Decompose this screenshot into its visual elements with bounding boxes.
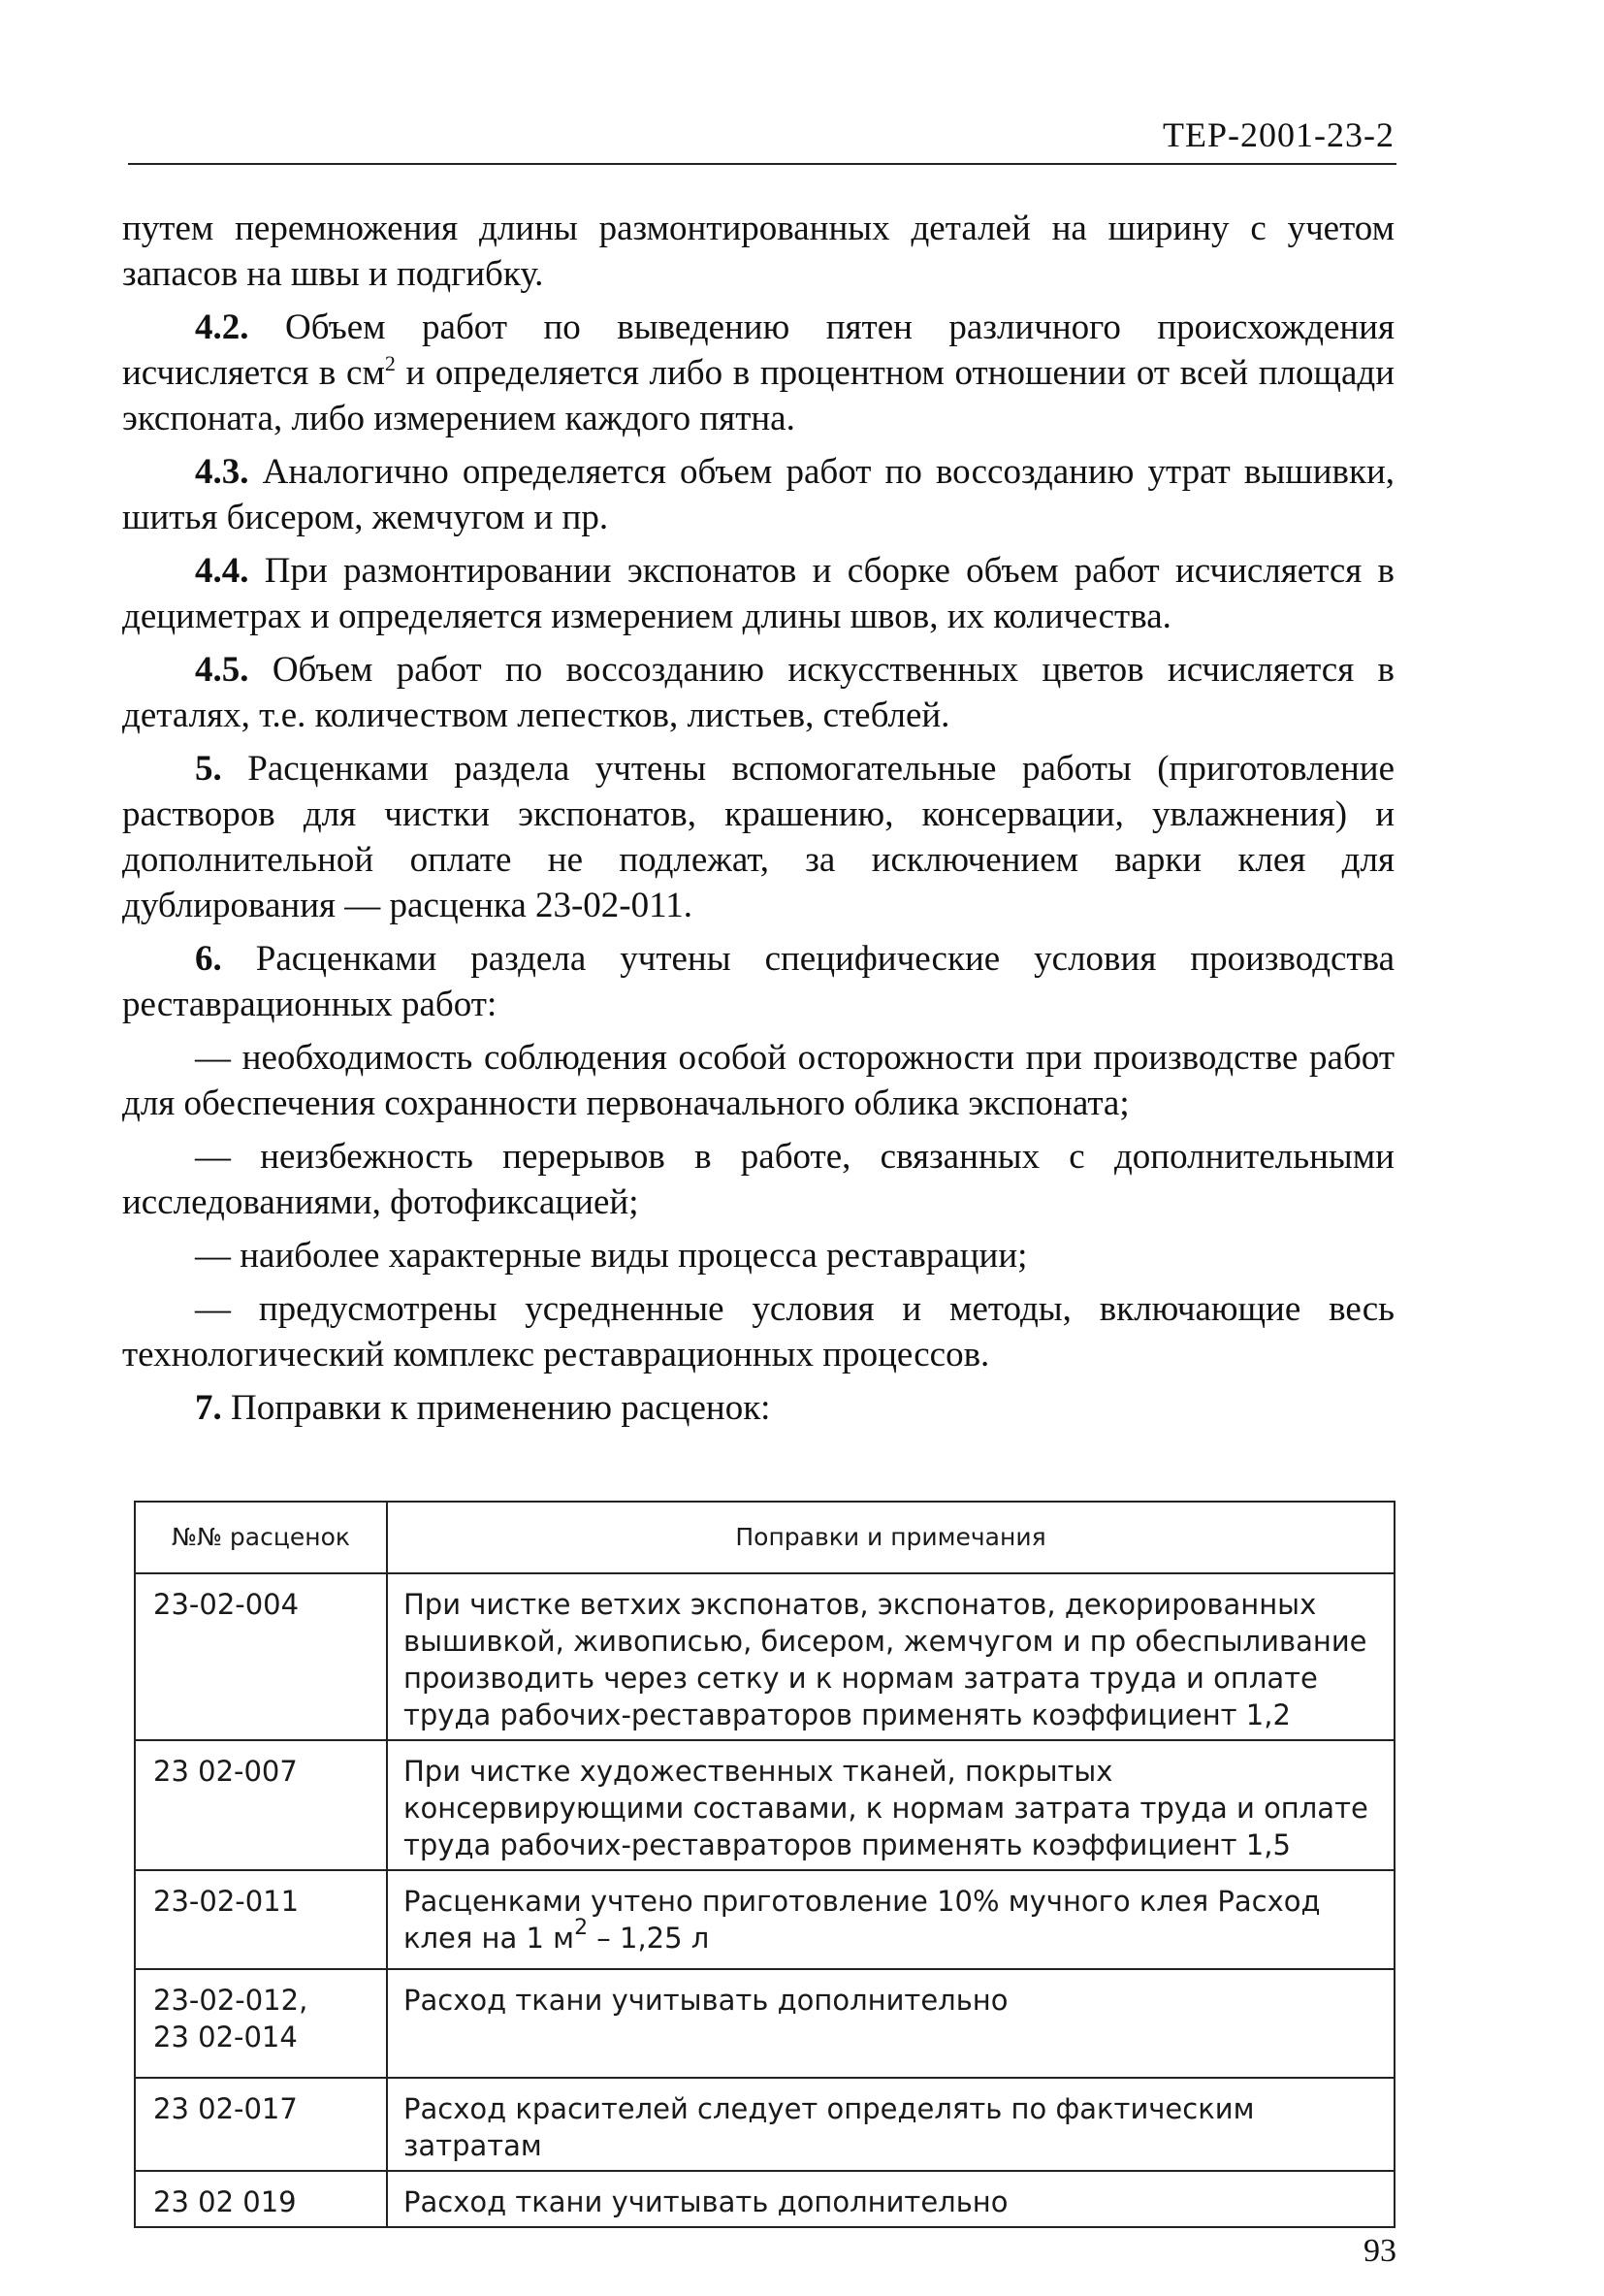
superscript: 2	[574, 1916, 589, 1940]
column-header-notes: Поправки и примечания	[387, 1502, 1395, 1573]
document-code: ТЕР-2001-23-2	[1163, 115, 1395, 154]
note-cell: При чистке художественных тканей, покрытых консервирующими составами, к нормам затрата труда и оплате труда рабочих-реставраторов применять коэффициент 1,5	[387, 1740, 1395, 1870]
paragraph-4-4	[122, 548, 1395, 639]
paragraph-6	[122, 936, 1395, 1027]
superscript: 2	[384, 351, 396, 375]
table-header-row	[135, 1502, 1395, 1573]
note-cell: При чистке ветхих экспонатов, экспонатов, декорированных вышивкой, живописью, бисером, жемчугом и пр обеспыливание производить через сетку и к нормам затрата труда и оплате труда рабочих-реставраторов применять коэффициент 1,2	[387, 1573, 1395, 1740]
paragraph-text: При размонтировании экспонатов и сборке объем работ исчисляется в дециметрах и определяется измерением длины швов, их количества.	[122, 551, 1395, 636]
page-number: 93	[1363, 2233, 1396, 2269]
list-item-dash: — предусмотрены усредненные условия и методы, включающие весь технологический комплекс реставрационных процессов.	[122, 1289, 1395, 1374]
paragraph-number: 5.	[195, 749, 222, 789]
rate-code-line: 23 02-014	[153, 2021, 298, 2053]
rate-code-cell	[135, 1969, 387, 2078]
paragraph-text: Расценками раздела учтены специфические условия производства реставрационных работ:	[122, 939, 1395, 1024]
paragraph-text: Объем работ по воссозданию искусственных цветов исчисляется в деталях, т.е. количеством лепестков, листьев, стеблей.	[122, 650, 1395, 735]
note-text: Расценками учтено приготовление 10% мучного клея Расход клея на 1 м	[403, 1885, 1321, 1955]
list-item-dash: — неизбежность перерывов в работе, связанных с дополнительными исследованиями, фотофиксацией;	[122, 1137, 1395, 1222]
paragraph-text: Расценками раздела учтены вспомогательные работы (приготовление растворов для чистки экспонатов, крашению, консервации, увлажнения) и дополнительной оплате не подлежат, за исключением варки клея для дублирования — расценка 23-02-011.	[122, 749, 1395, 925]
paragraph-number: 4.5.	[195, 650, 249, 690]
table-row	[135, 1870, 1395, 1969]
paragraph-text: Поправки к применению расценок:	[231, 1388, 771, 1428]
rate-code-cell: 23-02-011	[135, 1870, 387, 1969]
list-item-dash: — необходимость соблюдения особой осторожности при производстве работ для обеспечения сохранности первоначального облика экспоната;	[122, 1038, 1395, 1123]
rate-code-cell: 23 02 019	[135, 2171, 387, 2227]
body-text	[122, 206, 1395, 1439]
paragraph-number: 4.4.	[195, 551, 249, 591]
paragraph-number: 7.	[195, 1388, 222, 1428]
rate-code-cell: 23 02-017	[135, 2078, 387, 2171]
paragraph-intro: путем перемножения длины размонтированных деталей на ширину с учетом запасов на швы и подгибку.	[122, 209, 1395, 294]
corrections-table	[134, 1501, 1395, 2228]
note-cell: Расход красителей следует определять по фактическим затратам	[387, 2078, 1395, 2171]
paragraph-text: Объем работ по выведению пятен различного происхождения исчисляется в см	[122, 307, 1395, 393]
table-row	[135, 2171, 1395, 2227]
note-cell: Расход ткани учитывать дополнительно	[387, 1969, 1395, 2078]
rate-code-cell: 23-02-004	[135, 1573, 387, 1740]
paragraph-text: и определяется либо в процентном отношении от всей площади экспоната, либо измерением каждого пятна.	[122, 353, 1395, 438]
note-text: – 1,25 л	[588, 1922, 710, 1955]
header-rule	[128, 163, 1396, 165]
column-header-codes: №№ расценок	[135, 1502, 387, 1573]
table-row	[135, 1969, 1395, 2078]
rate-code-cell: 23 02-007	[135, 1740, 387, 1870]
table-row	[135, 1573, 1395, 1740]
paragraph-number: 4.3.	[195, 452, 249, 492]
list-item-dash: — наиболее характерные виды процесса реставрации;	[195, 1236, 1028, 1276]
table-row	[135, 2078, 1395, 2171]
rate-code-line: 23-02-012,	[153, 1984, 308, 2017]
note-cell: Расход ткани учитывать дополнительно	[387, 2171, 1395, 2227]
paragraph-text: Аналогично определяется объем работ по воссозданию утрат вышивки, шитья бисером, жемчугом и пр.	[122, 452, 1395, 537]
paragraph-4-3	[122, 449, 1395, 540]
table-row	[135, 1740, 1395, 1870]
paragraph-number: 6.	[195, 939, 222, 979]
paragraph-number: 4.2.	[195, 307, 249, 347]
note-cell	[387, 1870, 1395, 1969]
paragraph-4-2	[122, 305, 1395, 441]
paragraph-4-5	[122, 647, 1395, 738]
paragraph-5	[122, 746, 1395, 928]
paragraph-7	[122, 1385, 1395, 1431]
